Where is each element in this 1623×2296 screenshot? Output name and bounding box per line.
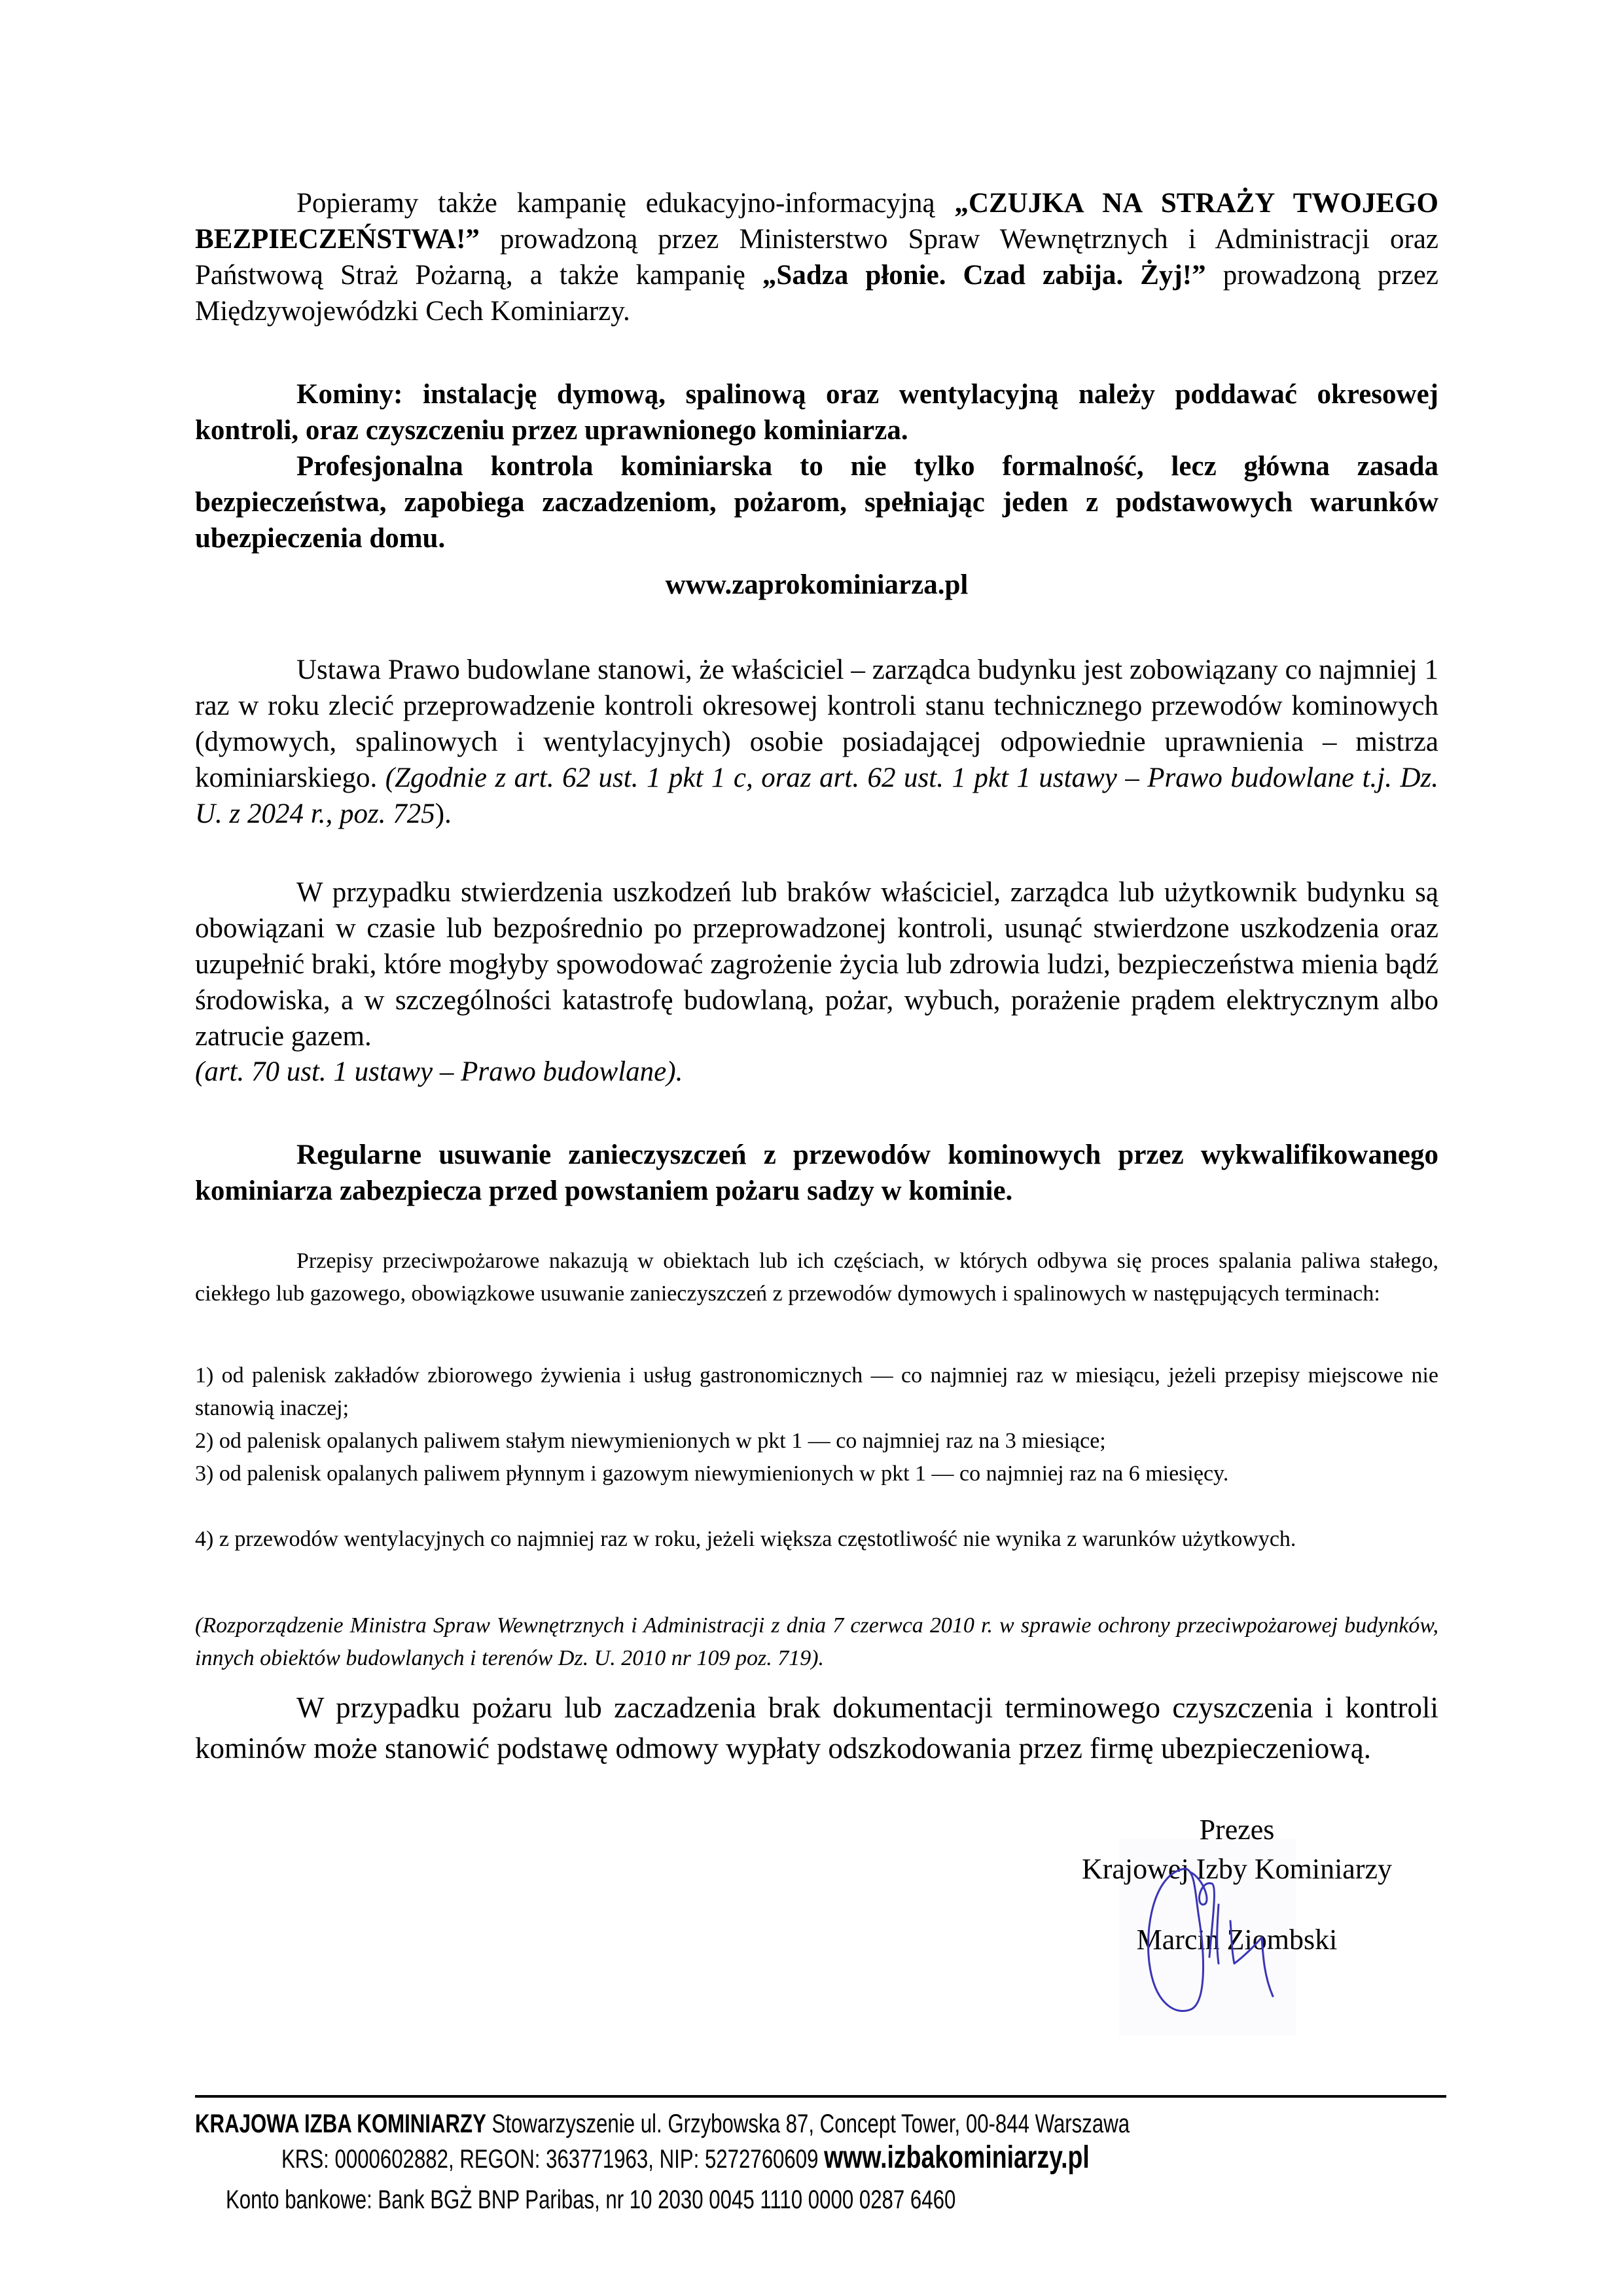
intro-text-2: prowadzoną przez Ministerstwo Spraw Wewnętrznych i Administracji oraz Państwową Straż Pożarną, a także kampanię	[195, 224, 1438, 291]
intro-text-1: Popieramy także kampanię edukacyjno-informacyjną	[296, 188, 955, 219]
citation-regulation-2010: (Rozporządzenie Ministra Spraw Wewnętrznych i Administracji z dnia 7 czerwca 2010 r. w sprawie ochrony przeciwpożarowej budynków, innych obiektów budowlanych i terenów Dz. U. 2010 nr 109 poz. 719).	[195, 1613, 1438, 1670]
paragraph-campaigns	[195, 185, 1438, 329]
signatory-title: Prezes	[1199, 1814, 1275, 1846]
law-citation-end: ).	[435, 798, 452, 829]
footer-website-link[interactable]: www.izbakominiarzy.pl	[824, 2140, 1090, 2175]
intro-text-3: prowadzoną przez Międzywojewódzki Cech Kominiarzy.	[195, 260, 1438, 327]
regulation-item-2: 2) od palenisk opalanych paliwem stałym niewymienionych w pkt 1 — co najmniej raz na 3 miesiące;	[195, 1429, 1106, 1453]
paragraph-damage-obligations: W przypadku stwierdzenia uszkodzeń lub braków właściciel, zarządca lub użytkownik budynku są obowiązani w czasie lub bezpośrednio po przeprowadzonej kontroli, usunąć stwierdzone uszkodzenia oraz uzupełnić braki, które mogłyby spowodować zagrożenie życia lub zdrowia ludzi, bezpieczeństwa mienia bądź środowiska, a w szczególności katastrofę budowlaną, pożar, wybuch, porażenie prądem elektrycznym albo zatrucie gazem.	[195, 877, 1438, 1052]
zaprokominiarza-link[interactable]	[195, 567, 1438, 603]
footer-bank-account: Konto bankowe: Bank BGŻ BNP Paribas, nr 10 2030 0045 1110 0000 0287 6460	[226, 2185, 956, 2214]
regulation-item-4: 4) z przewodów wentylacyjnych co najmniej raz w roku, jeżeli większa częstotliwość nie wynika z warunków użytkowych.	[195, 1527, 1296, 1551]
campaign-name-czujka: „CZUJKA NA STRAŻY TWOJEGO BEZPIECZEŃSTWA!”	[195, 188, 1438, 255]
signature-stroke-2	[1230, 1921, 1273, 1996]
footer-registry-numbers: KRS: 0000602882, REGON: 363771963, NIP: 5272760609	[281, 2145, 825, 2174]
paragraph-chimneys: Kominy: instalację dymową, spalinową oraz wentylacyjną należy poddawać okresowej kontroli, oraz czyszczeniu przez uprawnionego kominiarza.	[195, 379, 1438, 446]
paragraph-insurance: W przypadku pożaru lub zaczadzenia brak dokumentacji terminowego czyszczenia i kontroli kominów może stanowić podstawę odmowy wypłaty odszkodowania przez firmę ubezpieczeniową.	[195, 1691, 1438, 1765]
footer-registry-line	[281, 2142, 1404, 2176]
footer-address-line	[195, 2108, 1451, 2140]
signature-stroke-1	[1217, 1905, 1219, 1964]
campaign-name-sadza: „Sadza płonie. Czad zabija. Żyj!”	[762, 260, 1206, 291]
signature-strokes	[1148, 1869, 1273, 2011]
signatory-organization: Krajowej Izby Kominiarzy	[1081, 1853, 1393, 1885]
footer-org-name: KRAJOWA IZBA KOMINIARZY	[195, 2109, 486, 2138]
footer-divider	[195, 2095, 1446, 2098]
citation-art-70: (art. 70 ust. 1 ustawy – Prawo budowlane).	[195, 1056, 683, 1087]
regulation-item-1: 1) od palenisk zakładów zbiorowego żywienia i usług gastronomicznych — co najmniej raz w miesiącu, jeżeli przepisy miejscowe nie stanowią inaczej;	[195, 1363, 1438, 1420]
law-text: Ustawa Prawo budowlane stanowi, że właściciel – zarządca budynku jest zobowiązany co najmniej 1 raz w roku zlecić przeprowadzenie kontroli okresowej kontroli stanu technicznego przewodów kominowych (dymowych, spalinowych i wentylacyjnych) osobie posiadającej odpowiednie uprawnienia – mistrza kominiarskiego.	[195, 655, 1438, 793]
zaprokominiarza-link-text[interactable]: www.zaprokominiarza.pl	[665, 569, 969, 600]
law-citation: (Zgodnie z art. 62 ust. 1 pkt 1 c, oraz art. 62 ust. 1 pkt 1 ustawy – Prawo budowlane t.j. Dz. U. z 2024 r., poz. 725	[195, 762, 1438, 829]
paragraph-professional-control: Profesjonalna kontrola kominiarska to nie tylko formalność, lecz główna zasada bezpieczeństwa, zapobiega zaczadzeniom, pożarom, spełniając jeden z podstawowych warunków ubezpieczenia domu.	[195, 451, 1438, 554]
handwritten-signature-icon	[1041, 1806, 1433, 2042]
paragraph-fire-regulations: Przepisy przeciwpożarowe nakazują w obiektach lub ich częściach, w których odbywa się proces spalania paliwa stałego, ciekłego lub gazowego, obowiązkowe usuwanie zanieczyszczeń z przewodów dymowych i spalinowych w następujących terminach:	[195, 1249, 1438, 1306]
regulation-item-3: 3) od palenisk opalanych paliwem płynnym i gazowym niewymienionych w pkt 1 — co najmniej raz na 6 miesięcy.	[195, 1462, 1229, 1486]
paragraph-regular-cleaning: Regularne usuwanie zanieczyszczeń z przewodów kominowych przez wykwalifikowanego kominiarza zabezpiecza przed powstaniem pożaru sadzy w kominie.	[195, 1139, 1438, 1206]
signature-loop	[1148, 1869, 1203, 2011]
footer-bank-line	[226, 2183, 1349, 2216]
signature-block	[1041, 1806, 1433, 2042]
footer-address: Stowarzyszenie ul. Grzybowska 87, Concept Tower, 00-844 Warszawa	[486, 2109, 1130, 2138]
signatory-name: Marcin Ziombski	[1136, 1924, 1338, 1956]
paragraph-building-law	[195, 652, 1438, 832]
